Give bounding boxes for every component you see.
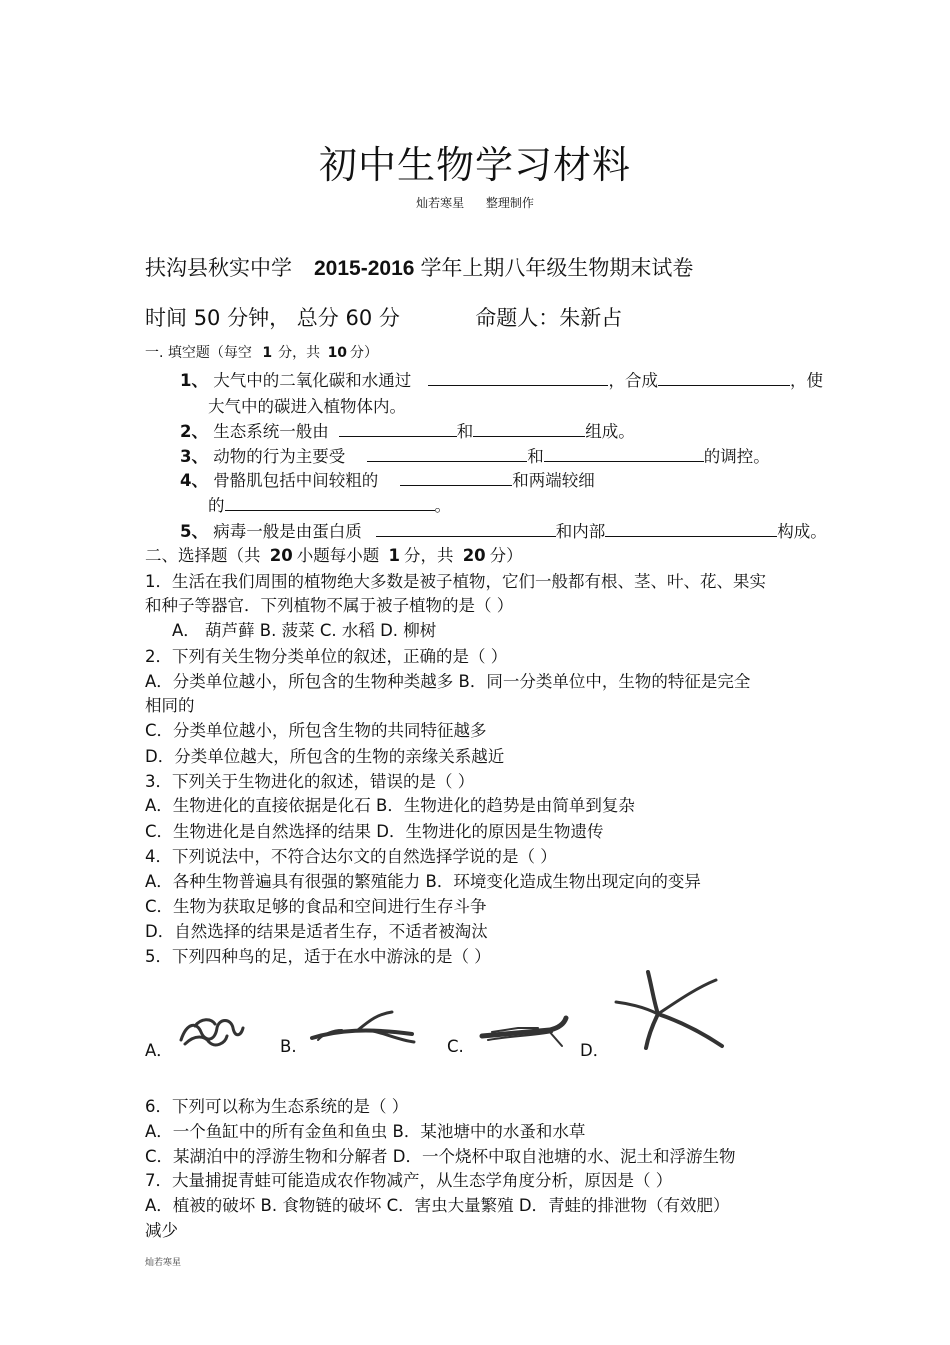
question-options: A．植被的破坏 B. 食物链的破坏 C．害虫大量繁殖 D．青蛙的排泄物（有效肥）	[145, 1196, 730, 1215]
fill-item	[180, 418, 635, 442]
item-text: 和内部	[555, 522, 606, 541]
subtitle	[0, 194, 950, 211]
item-text: 和	[456, 422, 474, 441]
bird-foot-a-image	[175, 1010, 247, 1050]
exam-rest: 学年上期八年级生物期末试卷	[420, 256, 694, 280]
question-options: C．某湖泊中的浮游生物和分解者 D．一个烧杯中取自池塘的水、泥土和浮游生物	[145, 1147, 736, 1166]
item-number: 1、	[180, 371, 208, 390]
bird-foot-b-image	[308, 1008, 420, 1048]
option-label-d: D．	[580, 1041, 610, 1060]
question-options: A．各种生物普遍具有很强的繁殖能力 B．环境变化造成生物出现定向的变异	[145, 872, 701, 891]
option-label-b: B.	[280, 1037, 297, 1056]
answer-blank[interactable]	[658, 370, 790, 386]
answer-blank[interactable]	[428, 370, 608, 386]
item-number: 4、	[180, 471, 208, 490]
question-options: C．生物进化是自然选择的结果 D．生物进化的原因是生物遗传	[145, 822, 604, 841]
question-options: D．自然选择的结果是适者生存，不适者被淘汰	[145, 922, 488, 941]
fill-item	[180, 467, 595, 491]
question-options: A．分类单位越小，所包含的生物种类越多 B．同一分类单位中，生物的特征是完全	[145, 672, 751, 691]
answer-blank[interactable]	[473, 421, 585, 437]
section2-heading-num1: 20	[269, 546, 293, 565]
answer-blank[interactable]	[400, 470, 512, 486]
item-text: 的调控。	[703, 447, 770, 466]
question-options: 减少	[145, 1221, 178, 1240]
question-options: C．分类单位越小，所包含生物的共同特征越多	[145, 721, 487, 740]
question-line: 1．生活在我们周围的植物绝大多数是被子植物，它们一般都有根、茎、叶、花、果实	[145, 572, 766, 591]
question-line: 4．下列说法中，不符合达尔文的自然选择学说的是（ ）	[145, 847, 557, 866]
time-label: 时间	[145, 306, 187, 330]
answer-blank[interactable]	[376, 521, 556, 537]
bird-foot-d-image	[612, 968, 726, 1050]
item-text: 动物的行为主要受	[213, 447, 346, 466]
section1-heading-num2: 10	[327, 345, 348, 361]
question-line: 7．大量捕捉青蛙可能造成农作物减产，从生态学角度分析，原因是（ ）	[145, 1171, 673, 1190]
question-options: A．生物进化的直接依据是化石 B．生物进化的趋势是由简单到复杂	[145, 796, 635, 815]
item-number: 2、	[180, 422, 208, 441]
section1-heading-text: 一. 填空题（每空	[145, 345, 252, 361]
section1-heading-mid: 分，共	[278, 345, 321, 361]
section1-heading-num1: 1	[262, 345, 273, 361]
answer-blank[interactable]	[367, 446, 527, 462]
item-text: 骨骼肌包括中间较粗的	[213, 471, 379, 490]
item-text: ，使	[789, 371, 823, 390]
section2-heading-num2: 1	[388, 546, 400, 565]
question-line: 2．下列有关生物分类单位的叙述，正确的是（ ）	[145, 647, 508, 666]
question-options: D．分类单位越大，所包含的生物的亲缘关系越近	[145, 747, 505, 766]
item-number: 3、	[180, 447, 208, 466]
item-text: 病毒一般是由蛋白质	[213, 522, 362, 541]
bird-foot-c-image	[478, 1006, 570, 1050]
question-options: A．一个鱼缸中的所有金鱼和鱼虫 B．某池塘中的水蚤和水草	[145, 1122, 586, 1141]
answer-blank[interactable]	[339, 421, 457, 437]
page-title: 初中生物学习材料	[318, 143, 631, 187]
item-text: 大气中的碳进入植物体内。	[208, 397, 406, 416]
exam-meta	[145, 302, 622, 332]
item-number: 5、	[180, 522, 208, 541]
question-options: 相同的	[145, 696, 195, 715]
item-text: 的	[208, 496, 225, 515]
total-value: 60 分	[345, 306, 400, 330]
option-label-c: C.	[447, 1037, 464, 1056]
section2-heading-mid: 小题每小题	[296, 546, 380, 565]
section2-heading-text: 二、选择题（共	[145, 546, 261, 565]
item-text: 和两端较细	[512, 471, 595, 490]
subtitle-action: 整理制作	[485, 196, 534, 210]
fill-item	[180, 518, 827, 542]
item-text: ，合成	[608, 371, 658, 390]
answer-blank[interactable]	[225, 495, 435, 511]
exam-year: 2015-2016	[314, 257, 415, 280]
item-text: 。	[434, 496, 451, 515]
section2-heading-mid2: 分，共	[403, 546, 454, 565]
question-line: 3．下列关于生物进化的叙述，错误的是（ ）	[145, 772, 475, 791]
question-line: 6．下列可以称为生态系统的是（ ）	[145, 1097, 409, 1116]
section1-heading-end: 分）	[350, 345, 379, 361]
total-label: 总分	[296, 306, 339, 330]
item-text: 和	[527, 447, 544, 466]
exam-title	[145, 252, 693, 282]
item-text: 构成。	[777, 522, 827, 541]
exam-school: 扶沟县秋实中学	[145, 256, 292, 280]
page-footer: 灿若寒星	[145, 1258, 182, 1268]
subtitle-author: 灿若寒星	[416, 196, 465, 210]
option-label-a: A．	[145, 1041, 173, 1060]
section2-heading-num3: 20	[462, 546, 486, 565]
answer-blank[interactable]	[605, 521, 777, 537]
section1-heading	[145, 342, 378, 362]
question-line: 5．下列四种鸟的足，适于在水中游泳的是（ ）	[145, 947, 491, 966]
fill-item	[180, 443, 770, 467]
item-text: 大气中的二氧化碳和水通过	[213, 371, 412, 390]
section2-heading-end: 分）	[489, 546, 523, 565]
answer-blank[interactable]	[544, 446, 704, 462]
item-text: 生态系统一般由	[213, 422, 329, 441]
question-options: A． 葫芦藓 B. 菠菜 C. 水稻 D. 柳树	[172, 621, 437, 640]
item-text: 组成。	[585, 422, 635, 441]
fill-item	[180, 367, 823, 391]
question-line: 和种子等器官．下列植物不属于被子植物的是（ ）	[145, 596, 514, 615]
exam-author: 命题人：朱新占	[475, 306, 623, 330]
section2-heading	[145, 542, 523, 566]
question-options: C．生物为获取足够的食品和空间进行生存斗争	[145, 897, 487, 916]
fill-item-cont	[208, 492, 451, 516]
time-value: 50 分钟，	[193, 306, 291, 330]
